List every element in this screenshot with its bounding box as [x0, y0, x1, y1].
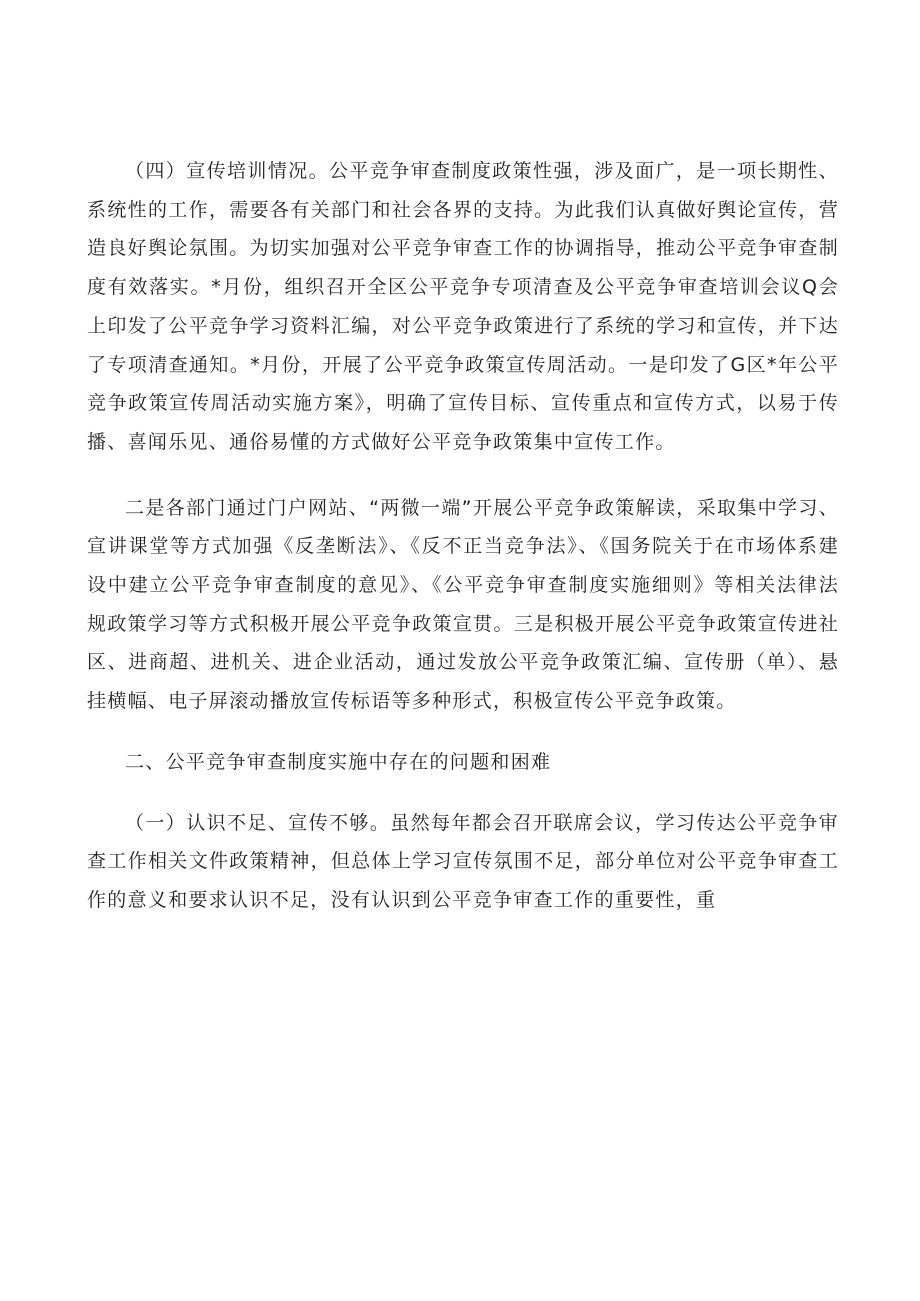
paragraph-department-publicity: 二是各部门通过门户网站、“两微一端”开展公平竞争政策解读，采取集中学习、宣讲课堂等方式加强《反垄断法》、《反不正当竞争法》、《国务院关于在市场体系建设中建立公平竞争审查制度的意见》、《公平竞争审查制度实施细则》等相关法律法规政策学习等方式积极开展公平竞争政策宣贯。三是积极开展公平竞争政策宣传进社区、进商超、进机关、进企业活动，通过发放公平竞争政策汇编、宣传册（单）、悬挂横幅、电子屏滚动播放宣传标语等多种形式，积极宣传公平竞争政策。	[87, 496, 839, 713]
paragraph-spacer	[87, 721, 839, 743]
paragraph-spacer	[87, 782, 839, 804]
paragraph-spacer	[87, 462, 839, 489]
document-body	[87, 152, 839, 920]
paragraph-publicity-training: （四）宣传培训情况。公平竞争审查制度政策性强，涉及面广，是一项长期性、系统性的工作，需要各有关部门和社会各界的支持。为此我们认真做好舆论宣传，营造良好舆论氛围。为切实加强对公平竞争审查工作的协调指导，推动公平竞争审查制度有效落实。*月份，组织召开全区公平竞争专项清查及公平竞争审查培训会议Q会上印发了公平竞争学习资料汇编，对公平竞争政策进行了系统的学习和宣传，并下达了专项清查通知。*月份，开展了公平竞争政策宣传周活动。一是印发了G区*年公平竞争政策宣传周活动实施方案》，明确了宣传目标、宣传重点和宣传方式，以易于传播、喜闻乐见、通俗易懂的方式做好公平竞争政策集中宣传工作。	[87, 160, 839, 453]
paragraph-insufficient-awareness: （一）认识不足、宣传不够。虽然每年都会召开联席会议，学习传达公平竞争审查工作相关文件政策精神，但总体上学习宣传氛围不足，部分单位对公平竞争审查工作的意义和要求认识不足，没有认识到公平竞争审查工作的重要性，重	[87, 811, 839, 911]
section-heading-problems: 二、公平竞争审查制度实施中存在的问题和困难	[125, 750, 552, 773]
